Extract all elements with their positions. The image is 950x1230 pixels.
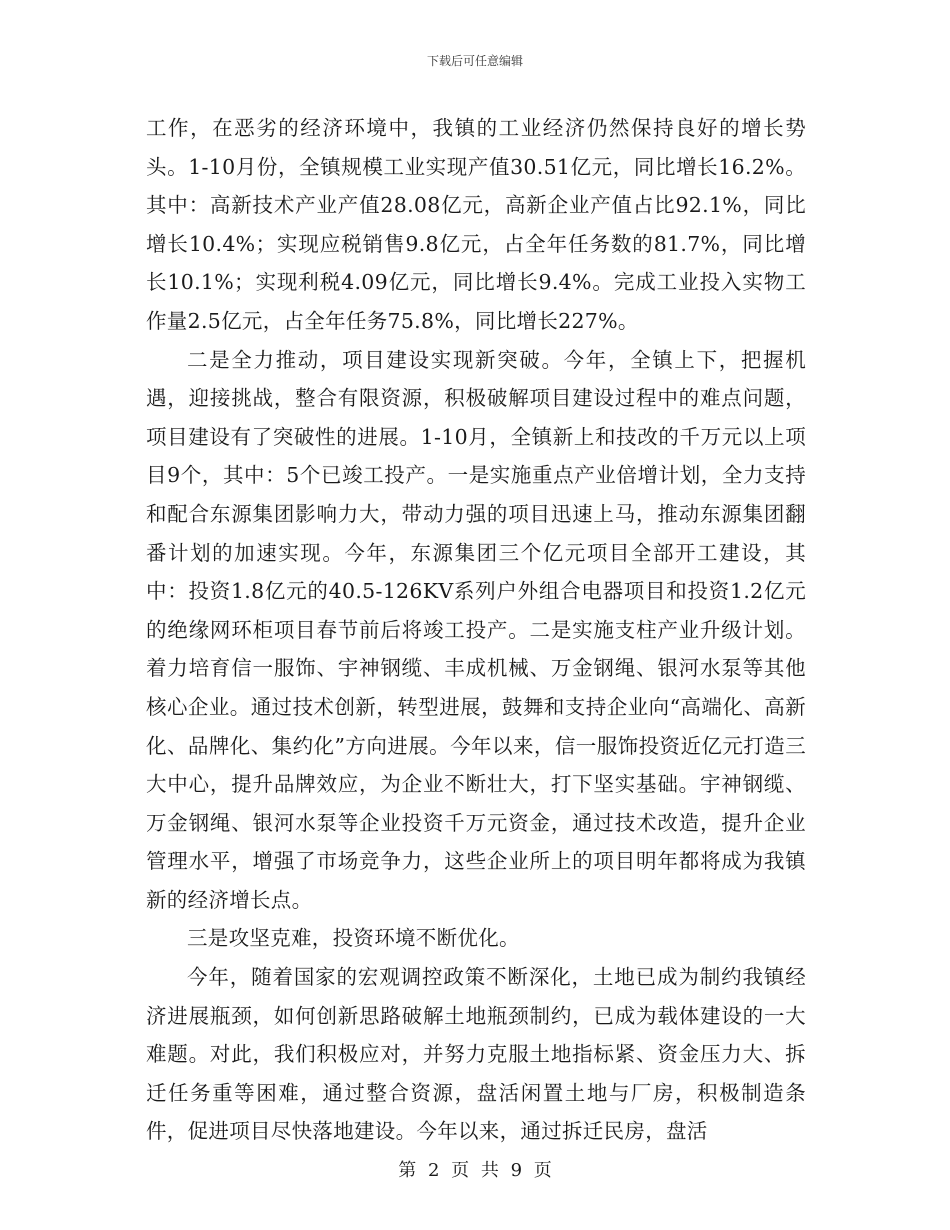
document-body	[146, 109, 806, 1151]
paragraph-project-construction: 二是全力推动，项目建设实现新突破。今年，全镇上下，把握机遇，迎接挑战，整合有限资源，积极破解项目建设过程中的难点问题，项目建设有了突破性的进展。1-10月，全镇新上和技改的千万元以上项目9个，其中：5个已竣工投产。一是实施重点产业倍增计划，全力支持和配合东源集团影响力大，带动力强的项目迅速上马，推动东源集团翻番计划的加速实现。今年，东源集团三个亿元项目全部开工建设，其中：投资1.8亿元的40.5-126KV系列户外组合电器项目和投资1.2亿元的绝缘网环柜项目春节前后将竣工投产。二是实施支柱产业升级计划。着力培育信一服饰、宇神钢缆、丰成机械、万金钢绳、银河水泵等其他核心企业。通过技术创新，转型进展，鼓舞和支持企业向“高端化、高新化、品牌化、集约化”方向进展。今年以来，信一服饰投资近亿元打造三大中心，提升品牌效应，为企业不断壮大，打下坚实基础。宇神钢缆、万金钢绳、银河水泵等企业投资千万元资金，通过技术改造，提升企业管理水平，增强了市场竞争力，这些企业所上的项目明年都将成为我镇新的经济增长点。	[146, 347, 806, 912]
page-number-footer: 第 2 页 共 9 页	[398, 1160, 552, 1181]
paragraph-industrial-economy: 工作，在恶劣的经济环境中，我镇的工业经济仍然保持良好的增长势头。1-10月份，全镇规模工业实现产值30.51亿元，同比增长16.2%。其中：高新技术产业产值28.08亿元，高新企业产值占比92.1%，同比增长10.4%；实现应税销售9.8亿元，占全年任务数的81.7%，同比增长10.1%；实现利税4.09亿元，同比增长9.4%。完成工业投入实物工作量2.5亿元，占全年任务75.8%，同比增长227%。	[146, 116, 806, 333]
paragraph-land-resources: 今年，随着国家的宏观调控政策不断深化，土地已成为制约我镇经济进展瓶颈，如何创新思路破解土地瓶颈制约，已成为载体建设的一大难题。对此，我们积极应对，并努力克服土地指标紧、资金压力大、拆迁任务重等困难，通过整合资源，盘活闲置土地与厂房，积极制造条件，促进项目尽快落地建设。今年以来，通过拆迁民房，盘活	[146, 965, 806, 1144]
paragraph-investment-heading: 三是攻坚克难，投资环境不断优化。	[187, 926, 520, 951]
page-header-note: 下载后可任意编辑	[426, 54, 523, 68]
